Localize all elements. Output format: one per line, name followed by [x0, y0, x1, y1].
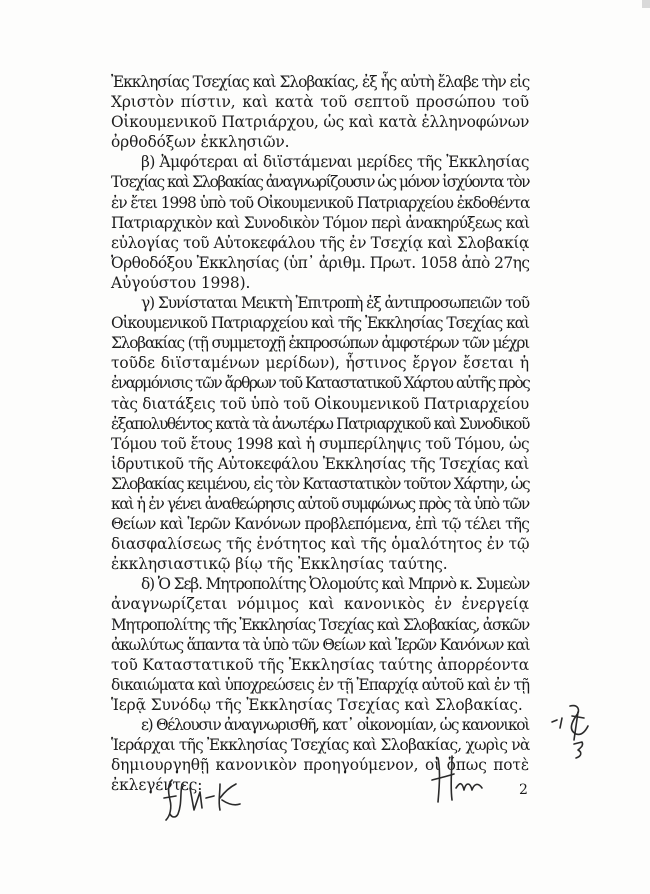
text-line: Τσεχίας καὶ Σλοβακίας ἀναγνωρίζουσιν ὡς μόνον ἰσχύοντα τὸν — [111, 173, 529, 192]
text-line: ἐκκλησιαστικῷ βίῳ τῆς Ἐκκλησίας ταύτης. — [111, 555, 448, 574]
text-line: Ὀρθοδόξου Ἐκκλησίας (ὑπ᾽ ἀριθμ. Πρωτ. 1058 ἀπὸ 27ης — [111, 253, 530, 272]
text-line: δικαιώματα καὶ ὑποχρεώσεις ἐν τῇ Ἐπαρχίᾳ αὐτοῦ καὶ ἐν τῇ — [111, 675, 529, 694]
paragraph-delta — [111, 574, 529, 715]
text-line: εὐλογίας τοῦ Αὐτοκεφάλου τῆς ἐν Τσεχίᾳ καὶ Σλοβακίᾳ — [111, 233, 530, 252]
paragraph-gamma — [111, 293, 529, 574]
text-line: Σλοβακίας (τῇ συμμετοχῇ ἐκπροσώπων ἀμφοτέρων τῶν μέχρι — [111, 334, 529, 353]
page-number: 2 — [519, 782, 528, 798]
text-line: ἀναγνωρίζεται νόμιμος καὶ κανονικὸς ἐν ἐνεργείᾳ — [111, 595, 529, 614]
text-line: Ἱεράρχαι τῆς Ἐκκλησίας Τσεχίας καὶ Σλοβακίας, χωρὶς νὰ — [111, 736, 530, 755]
text-line: δημιουργηθῇ κανονικὸν προηγούμενον, οἱ ὅπως ποτὲ — [111, 756, 529, 775]
document-body — [111, 72, 529, 795]
text-line: ἀκωλύτως ἅπαντα τὰ ὑπὸ τῶν Θείων καὶ Ἱερῶν Κανόνων καὶ — [111, 635, 530, 654]
text-line: ὀρθοδόξων ἐκκλησιῶν. — [111, 133, 290, 152]
text-line: Μητροπολίτης τῆς Ἐκκλησίας Τσεχίας καὶ Σλοβακίας, ἀσκῶν — [111, 615, 529, 634]
text-line: Οἰκουμενικοῦ Πατριαρχείου καὶ τῆς Ἐκκλησίας Τσεχίας καὶ — [111, 314, 529, 333]
text-line: Χριστὸν πίστιν, καὶ κατὰ τοῦ σεπτοῦ προσώπου τοῦ — [111, 93, 529, 112]
text-line: Τόμου τοῦ ἔτους 1998 καὶ ἡ συμπερίληψις τοῦ Τόμου, ὡς — [111, 434, 529, 453]
text-line: δ) Ὁ Σεβ. Μητροπολίτης Ὀλομούτς καὶ Μπρνὸ κ. Συμεὼν — [141, 575, 530, 594]
margin-initials-signature — [548, 700, 598, 762]
text-line: ἐναρμόνισις τῶν ἄρθρων τοῦ Καταστατικοῦ Χάρτου αὐτῆς πρὸς — [111, 374, 530, 393]
text-line: ἐκλεγέντες: — [111, 776, 203, 795]
text-line: Αὐγούστου 1998). — [111, 273, 251, 292]
text-line: ε) Θέλουσιν ἀναγνωρισθῆ, κατ᾽ οἰκονομίαν, ὡς κανονικοὶ — [141, 716, 529, 734]
text-line: ἐξαπολυθέντος κατὰ τὰ ἀνωτέρω Πατριαρχικοῦ καὶ Συνοδικοῦ — [111, 414, 529, 433]
text-line: τοῦ Καταστατικοῦ τῆς Ἐκκλησίας ταύτης ἀπορρέοντα — [111, 655, 530, 674]
text-line: τοῦδε διϊσταμένων μερίδων), ἧστινος ἔργον ἔσεται ἡ — [111, 354, 529, 373]
text-line: ἱδρυτικοῦ τῆς Αὐτοκεφάλου Ἐκκλησίας τῆς Τσεχίας καὶ — [111, 454, 529, 473]
text-line: διασφαλίσεως τῆς ἑνότητος καὶ τῆς ὁμαλότητος ἐν τῷ — [111, 535, 530, 554]
text-line: Ἐκκλησίας Τσεχίας καὶ Σλοβακίας, ἐξ ἧς αὐτὴ ἔλαβε τὴν εἰς — [111, 73, 530, 91]
text-line: Θείων καὶ Ἱερῶν Κανόνων προβλεπόμενα, ἐπὶ τῷ τέλει τῆς — [111, 515, 530, 534]
signature-center — [430, 752, 490, 810]
text-line: Σλοβακίας κειμένου, εἰς τὸν Καταστατικὸν τοῦτον Χάρτην, ὡς — [111, 474, 530, 493]
text-line: τὰς διατάξεις τοῦ ὑπὸ τοῦ Οἰκουμενικοῦ Πατριαρχείου — [111, 394, 529, 413]
text-line: Οἰκουμενικοῦ Πατριάρχου, ὡς καὶ κατὰ ἑλληνοφώνων — [111, 113, 530, 132]
signature-left — [160, 770, 270, 825]
text-line: Πατριαρχικὸν καὶ Συνοδικὸν Τόμον περὶ ἀνακηρύξεως καὶ — [111, 213, 530, 232]
paragraph-beta — [111, 152, 529, 293]
paragraph-continuation — [111, 72, 529, 152]
text-line: β) Ἀμφότεραι αἱ διϊστάμεναι μερίδες τῆς Ἐκκλησίας — [141, 153, 529, 172]
text-line: γ) Συνίσταται Μεικτὴ Ἐπιτροπὴ ἐξ ἀντιπροσωπειῶν τοῦ — [141, 294, 529, 313]
text-line: καὶ ἡ ἐν γένει ἀναθεώρησις αὐτοῦ συμφώνως πρὸς τὰ ὑπὸ τῶν — [111, 494, 529, 513]
scan-corner-mark — [642, 0, 650, 8]
text-line: Ἱερᾷ Συνόδῳ τῆς Ἐκκλησίας Τσεχίας καὶ Σλοβακίας. — [111, 695, 523, 714]
text-line: ἐν ἔτει 1998 ὑπὸ τοῦ Οἰκουμενικοῦ Πατριαρχείου ἐκδοθέντα — [111, 193, 530, 212]
